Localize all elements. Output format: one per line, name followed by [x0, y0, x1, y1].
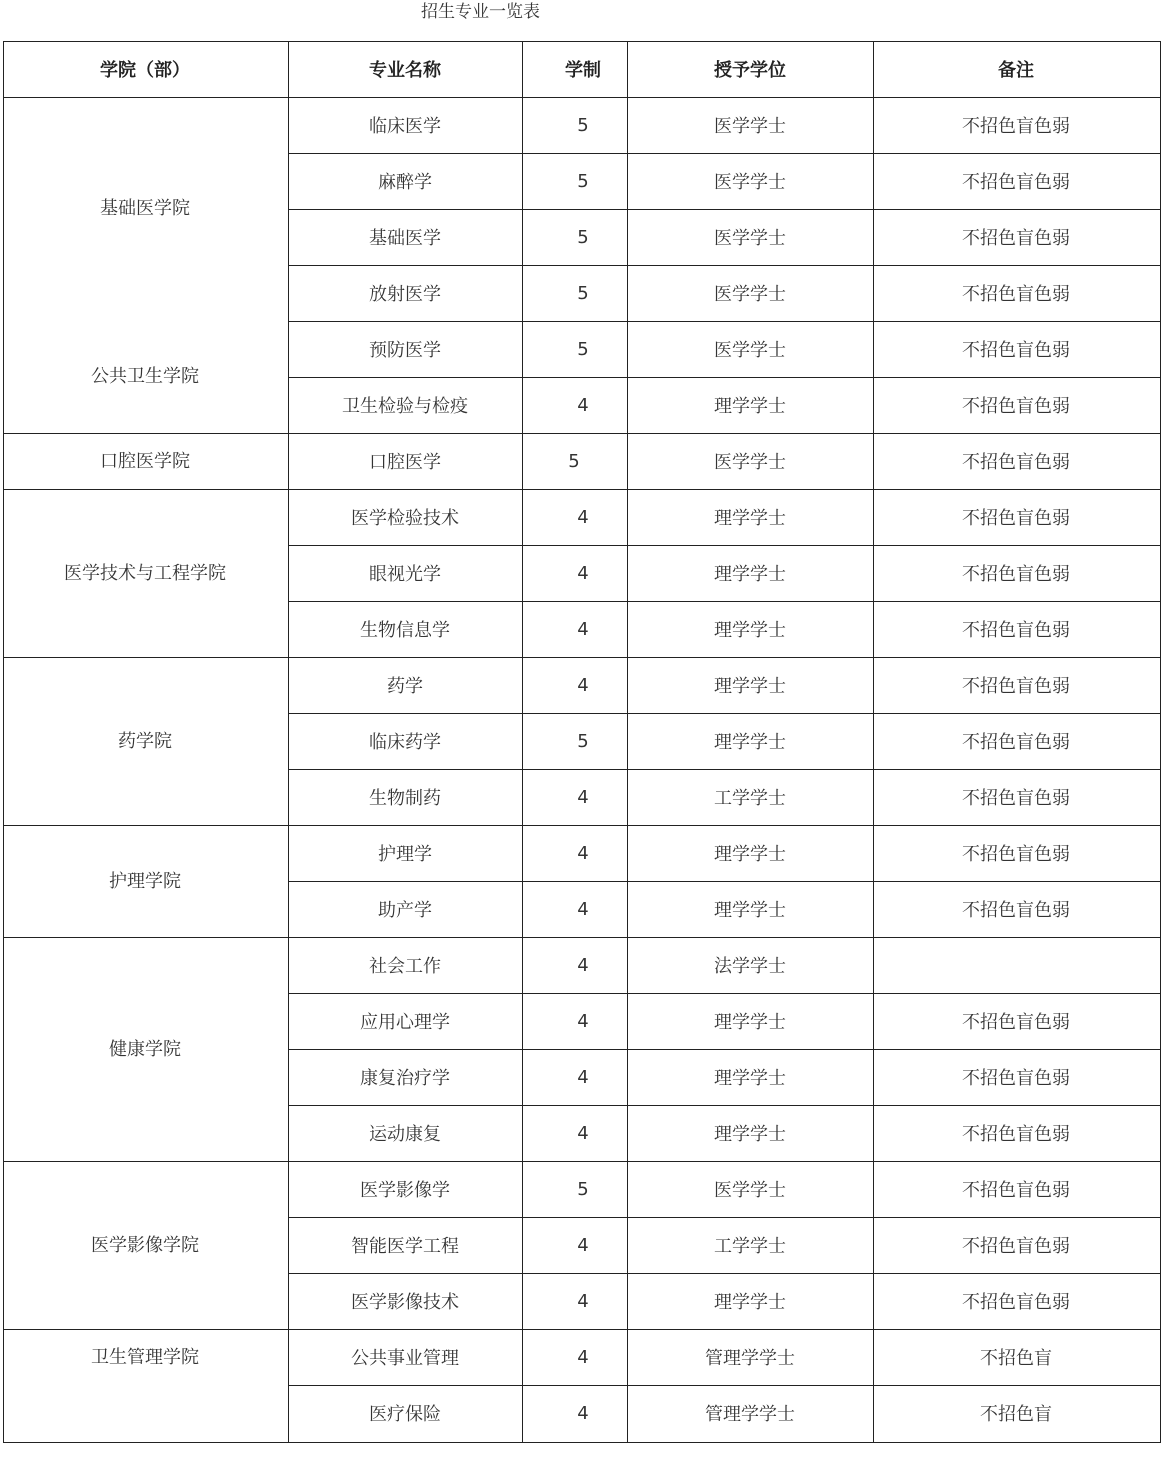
- header-notes: 备注: [998, 60, 1034, 81]
- major-name: 运动康复: [369, 1124, 441, 1145]
- major-name: 临床药学: [369, 732, 441, 753]
- program-years: 4: [577, 786, 589, 808]
- row-divider: [288, 1385, 1161, 1386]
- admission-note: 不招色盲色弱: [962, 732, 1070, 753]
- row-divider: [288, 377, 1161, 378]
- major-name: 口腔医学: [369, 452, 441, 473]
- degree-awarded: 理学学士: [714, 900, 786, 921]
- degree-awarded: 工学学士: [714, 788, 786, 809]
- degree-awarded: 医学学士: [714, 116, 786, 137]
- degree-awarded: 理学学士: [714, 1124, 786, 1145]
- major-name: 生物制药: [369, 788, 441, 809]
- college-group-divider: [3, 433, 1161, 434]
- program-years: 4: [577, 1346, 589, 1368]
- program-years: 4: [577, 1066, 589, 1088]
- row-divider: [288, 1049, 1161, 1050]
- program-years: 5: [577, 338, 589, 360]
- program-years: 5: [577, 226, 589, 248]
- column-divider: [288, 41, 289, 1443]
- admission-note: 不招色盲色弱: [962, 564, 1070, 585]
- admission-note: 不招色盲: [980, 1404, 1052, 1425]
- college-group-divider: [3, 825, 1161, 826]
- major-name: 医疗保险: [369, 1404, 441, 1425]
- row-divider: [288, 769, 1161, 770]
- table-border-right: [1160, 41, 1161, 1443]
- college-group-divider: [3, 1329, 1161, 1330]
- admission-note: 不招色盲色弱: [962, 1292, 1070, 1313]
- program-years: 5: [577, 730, 589, 752]
- admission-note: 不招色盲色弱: [962, 1068, 1070, 1089]
- major-name: 智能医学工程: [351, 1236, 459, 1257]
- degree-awarded: 理学学士: [714, 564, 786, 585]
- admission-note: 不招色盲色弱: [962, 396, 1070, 417]
- admission-note: 不招色盲色弱: [962, 508, 1070, 529]
- program-years: 4: [577, 1234, 589, 1256]
- header-degree: 授予学位: [714, 60, 786, 81]
- admission-note: 不招色盲色弱: [962, 1236, 1070, 1257]
- admission-note: 不招色盲色弱: [962, 900, 1070, 921]
- degree-awarded: 医学学士: [714, 284, 786, 305]
- college-group-divider: [3, 937, 1161, 938]
- program-years: 5: [577, 282, 589, 304]
- row-divider: [288, 265, 1161, 266]
- major-name: 助产学: [378, 900, 432, 921]
- program-years: 4: [577, 1290, 589, 1312]
- row-divider: [288, 1105, 1161, 1106]
- major-name: 康复治疗学: [360, 1068, 450, 1089]
- admission-note: 不招色盲色弱: [962, 1012, 1070, 1033]
- degree-awarded: 医学学士: [714, 228, 786, 249]
- major-name: 麻醉学: [378, 172, 432, 193]
- column-divider: [873, 41, 874, 1443]
- header-years: 学制: [565, 60, 601, 81]
- degree-awarded: 理学学士: [714, 676, 786, 697]
- degree-awarded: 理学学士: [714, 620, 786, 641]
- row-divider: [288, 713, 1161, 714]
- admission-note: 不招色盲色弱: [962, 788, 1070, 809]
- program-years: 4: [577, 562, 589, 584]
- program-years: 4: [577, 898, 589, 920]
- major-name: 基础医学: [369, 228, 441, 249]
- row-divider: [288, 545, 1161, 546]
- row-divider: [288, 601, 1161, 602]
- degree-awarded: 理学学士: [714, 1068, 786, 1089]
- degree-awarded: 医学学士: [714, 172, 786, 193]
- program-years: 4: [577, 618, 589, 640]
- college-name: 口腔医学院: [100, 451, 190, 472]
- header-divider: [3, 97, 1161, 98]
- admission-note: 不招色盲色弱: [962, 676, 1070, 697]
- degree-awarded: 医学学士: [714, 452, 786, 473]
- college-name: 卫生管理学院: [91, 1347, 199, 1368]
- row-divider: [288, 209, 1161, 210]
- degree-awarded: 工学学士: [714, 1236, 786, 1257]
- majors-table: [3, 41, 1161, 1443]
- degree-awarded: 管理学学士: [705, 1404, 795, 1425]
- table-border-top: [3, 41, 1161, 42]
- table-caption: 招生专业一览表: [421, 2, 540, 22]
- major-name: 医学检验技术: [351, 508, 459, 529]
- row-divider: [288, 1273, 1161, 1274]
- degree-awarded: 医学学士: [714, 1180, 786, 1201]
- degree-awarded: 理学学士: [714, 508, 786, 529]
- row-divider: [288, 1217, 1161, 1218]
- program-years: 4: [577, 1122, 589, 1144]
- admission-note: 不招色盲色弱: [962, 116, 1070, 137]
- admission-note: 不招色盲色弱: [962, 1124, 1070, 1145]
- college-name: 健康学院: [109, 1039, 181, 1060]
- program-years: 5: [577, 114, 589, 136]
- row-divider: [288, 993, 1161, 994]
- admission-note: 不招色盲色弱: [962, 172, 1070, 193]
- major-name: 医学影像技术: [351, 1292, 459, 1313]
- row-divider: [288, 153, 1161, 154]
- program-years: 4: [577, 842, 589, 864]
- degree-awarded: 法学学士: [714, 956, 786, 977]
- table-border-bottom: [3, 1442, 1161, 1443]
- major-name: 护理学: [378, 844, 432, 865]
- degree-awarded: 理学学士: [714, 844, 786, 865]
- major-name: 预防医学: [369, 340, 441, 361]
- program-years: 5: [568, 450, 580, 472]
- college-name: 医学影像学院: [91, 1235, 199, 1256]
- admission-note: 不招色盲色弱: [962, 620, 1070, 641]
- college-group-divider: [3, 489, 1161, 490]
- program-years: 4: [577, 674, 589, 696]
- admission-note: 不招色盲色弱: [962, 1180, 1070, 1201]
- program-years: 4: [577, 1402, 589, 1424]
- program-years: 4: [577, 506, 589, 528]
- college-name: 护理学院: [109, 871, 181, 892]
- table-border-left: [3, 41, 4, 1443]
- degree-awarded: 医学学士: [714, 340, 786, 361]
- college-name: 药学院: [118, 731, 172, 752]
- program-years: 4: [577, 394, 589, 416]
- admission-note: 不招色盲色弱: [962, 340, 1070, 361]
- program-years: 4: [577, 954, 589, 976]
- major-name: 放射医学: [369, 284, 441, 305]
- college-group-divider: [3, 657, 1161, 658]
- college-name: 基础医学院: [100, 198, 190, 219]
- major-name: 应用心理学: [360, 1012, 450, 1033]
- degree-awarded: 管理学学士: [705, 1348, 795, 1369]
- degree-awarded: 理学学士: [714, 396, 786, 417]
- degree-awarded: 理学学士: [714, 1012, 786, 1033]
- admission-note: 不招色盲: [980, 1348, 1052, 1369]
- admission-note: 不招色盲色弱: [962, 844, 1070, 865]
- row-divider: [288, 321, 1161, 322]
- degree-awarded: 理学学士: [714, 732, 786, 753]
- college-name: 医学技术与工程学院: [64, 563, 226, 584]
- admission-note: 不招色盲色弱: [962, 452, 1070, 473]
- program-years: 5: [577, 170, 589, 192]
- admission-note: 不招色盲色弱: [962, 228, 1070, 249]
- major-name: 公共事业管理: [351, 1348, 459, 1369]
- program-years: 4: [577, 1010, 589, 1032]
- header-college: 学院（部）: [100, 60, 190, 81]
- column-divider: [522, 41, 523, 1443]
- admission-note: [881, 950, 1151, 980]
- degree-awarded: 理学学士: [714, 1292, 786, 1313]
- row-divider: [288, 881, 1161, 882]
- admission-note: 不招色盲色弱: [962, 284, 1070, 305]
- major-name: 医学影像学: [360, 1180, 450, 1201]
- program-years: 5: [577, 1178, 589, 1200]
- major-name: 卫生检验与检疫: [342, 396, 468, 417]
- major-name: 药学: [387, 676, 423, 697]
- college-name: 公共卫生学院: [91, 366, 199, 387]
- major-name: 临床医学: [369, 116, 441, 137]
- major-name: 社会工作: [369, 956, 441, 977]
- major-name: 生物信息学: [360, 620, 450, 641]
- column-divider: [627, 41, 628, 1443]
- major-name: 眼视光学: [369, 564, 441, 585]
- college-group-divider: [3, 1161, 1161, 1162]
- header-major: 专业名称: [369, 60, 441, 81]
